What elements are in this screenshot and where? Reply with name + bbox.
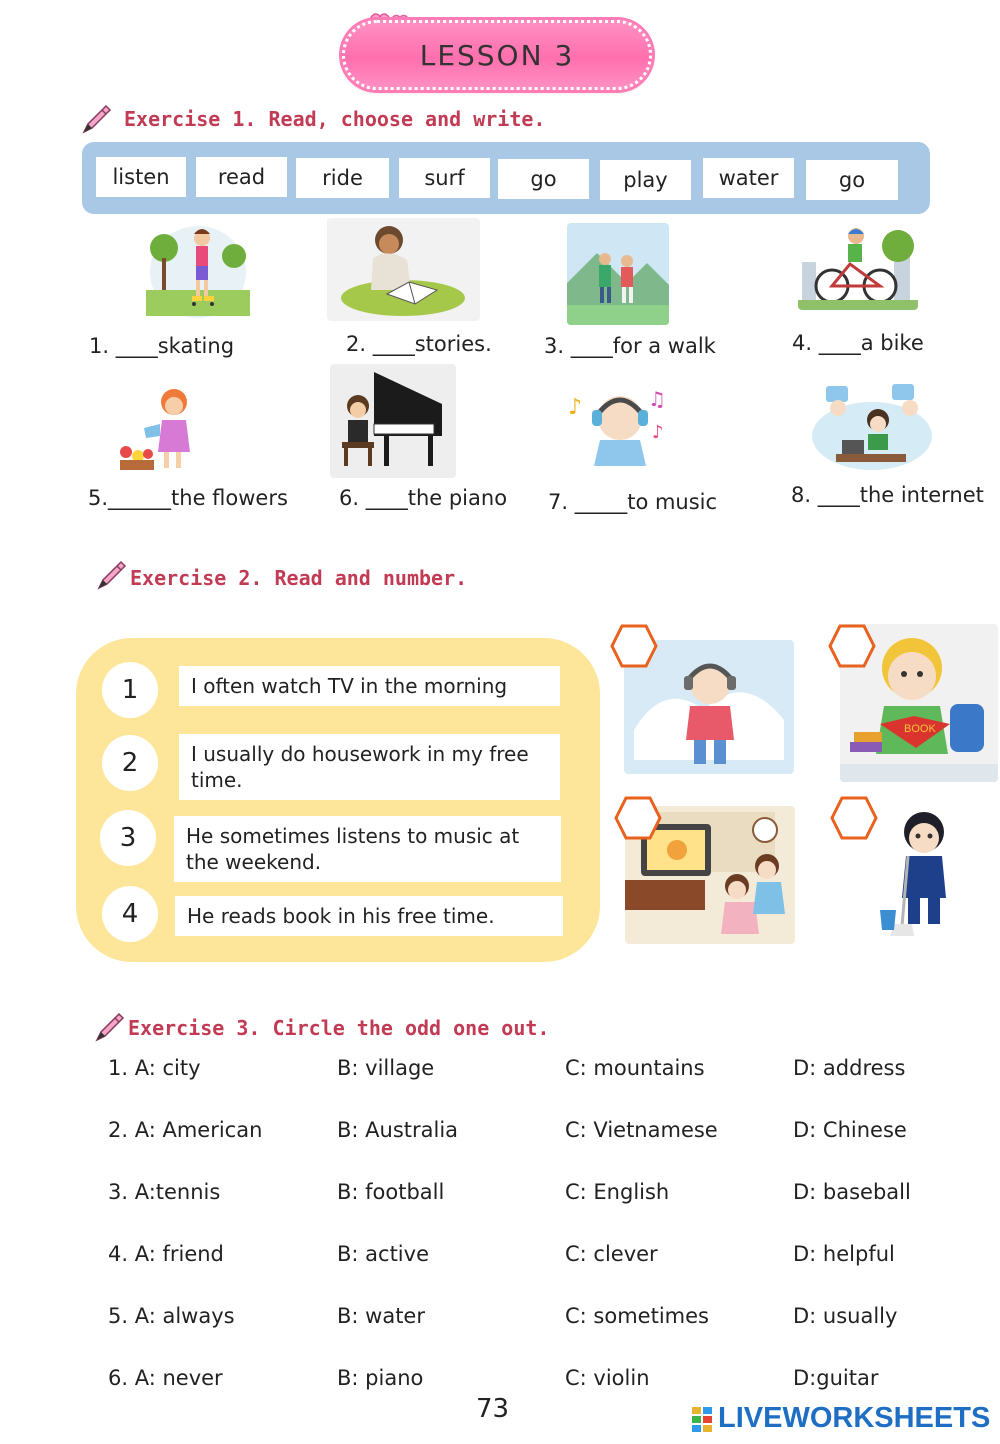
ex3-q4-option-b[interactable]: B: active (337, 1242, 429, 1266)
lesson-title-badge (342, 20, 652, 90)
sentence-number-2: 2 (102, 735, 158, 791)
sentence-2: I usually do housework in my free time. (179, 734, 560, 800)
ex3-q4-option-c[interactable]: C: clever (565, 1242, 658, 1266)
exercise2-title: Exercise 2. Read and number. (130, 566, 468, 590)
word-play: play (600, 160, 691, 200)
word-go: go (498, 159, 589, 199)
svg-text:♪: ♪ (652, 422, 664, 443)
word-surf: surf (399, 158, 490, 198)
sentence-4: He reads book in his free time. (175, 896, 563, 936)
ex3-q6-option-a[interactable]: 6. A: never (108, 1366, 223, 1390)
girl-skating-picture (146, 220, 250, 320)
answer-hexagon-1[interactable] (610, 624, 658, 668)
ex3-q3-option-c[interactable]: C: English (565, 1180, 670, 1204)
sentence-number-4: 4 (102, 886, 158, 942)
answer-hexagon-4[interactable] (830, 796, 878, 840)
pen-icon (80, 102, 114, 136)
ex3-q1-option-c[interactable]: C: mountains (565, 1056, 705, 1080)
ex1-item-8: 8. ____the internet (791, 483, 984, 507)
pen-icon (95, 558, 129, 592)
sentence-number-3: 3 (100, 810, 156, 866)
page-number: 73 (476, 1394, 510, 1424)
ex3-q5-option-b[interactable]: B: water (337, 1304, 425, 1328)
word-ride: ride (296, 158, 389, 198)
ex3-q5-option-d[interactable]: D: usually (793, 1304, 898, 1328)
ex3-q3-option-b[interactable]: B: football (337, 1180, 445, 1204)
ex1-item-3: 3. ____for a walk (544, 334, 716, 358)
brand-name: LIVEWORKSHEETS (718, 1402, 991, 1434)
ex3-q5-option-a[interactable]: 5. A: always (108, 1304, 235, 1328)
ex1-item-1: 1. ____skating (89, 334, 235, 358)
ex1-item-2: 2. ____stories. (346, 332, 492, 356)
brand-watermark (690, 1402, 990, 1435)
ex3-q2-option-b[interactable]: B: Australia (337, 1118, 459, 1142)
ex3-q2-option-d[interactable]: D: Chinese (793, 1118, 907, 1142)
ex3-q2-option-c[interactable]: C: Vietnamese (565, 1118, 718, 1142)
people-walking-picture (567, 223, 669, 325)
ex3-q1-option-a[interactable]: 1. A: city (108, 1056, 201, 1080)
svg-text:♪: ♪ (568, 395, 583, 420)
ex1-item-4: 4. ____a bike (792, 331, 924, 355)
pen-icon (93, 1010, 127, 1044)
boy-surfing-internet-picture (806, 376, 938, 472)
ex3-q6-option-c[interactable]: C: violin (565, 1366, 650, 1390)
ex1-item-5: 5.______the flowers (88, 486, 288, 510)
boy-playing-piano-picture (330, 364, 456, 478)
svg-text:♫: ♫ (648, 387, 666, 411)
word-listen: listen (96, 157, 186, 197)
ex3-q1-option-b[interactable]: B: village (337, 1056, 435, 1080)
word-bank (82, 142, 930, 214)
ex1-item-7: 7. _____to music (548, 490, 718, 514)
exercise3-title: Exercise 3. Circle the odd one out. (128, 1016, 550, 1040)
ex3-q4-option-d[interactable]: D: helpful (793, 1242, 895, 1266)
boy-riding-bike-picture (798, 222, 918, 310)
answer-hexagon-2[interactable] (828, 624, 876, 668)
answer-hexagon-3[interactable] (614, 796, 662, 840)
word-water: water (703, 158, 794, 198)
boy-listening-music-picture (564, 380, 676, 474)
ex3-q1-option-d[interactable]: D: address (793, 1056, 906, 1080)
ex3-q5-option-c[interactable]: C: sometimes (565, 1304, 709, 1328)
ex1-item-6: 6. ____the piano (339, 486, 508, 510)
ex3-q6-option-d[interactable]: D:guitar (793, 1366, 879, 1390)
ex3-q2-option-a[interactable]: 2. A: American (108, 1118, 263, 1142)
lesson-title: LESSON 3 (419, 38, 575, 72)
woman-reading-picture (327, 218, 480, 321)
boy-doing-housework-picture (866, 806, 968, 938)
word-go-2: go (806, 160, 898, 200)
sentence-1: I often watch TV in the morning (179, 666, 560, 706)
word-read: read (196, 157, 287, 197)
liveworksheets-logo-icon (690, 1405, 714, 1433)
sentence-number-1: 1 (102, 662, 158, 718)
ex3-q6-option-b[interactable]: B: piano (337, 1366, 424, 1390)
ex3-q4-option-a[interactable]: 4. A: friend (108, 1242, 224, 1266)
sentence-3: He sometimes listens to music at the weekend. (174, 816, 561, 882)
exercise1-title: Exercise 1. Read, choose and write. (124, 107, 546, 131)
ex3-q3-option-a[interactable]: 3. A:tennis (108, 1180, 221, 1204)
ex3-q3-option-d[interactable]: D: baseball (793, 1180, 911, 1204)
girl-watering-flowers-picture (114, 380, 204, 475)
book-cover-label: BOOK (904, 723, 936, 735)
